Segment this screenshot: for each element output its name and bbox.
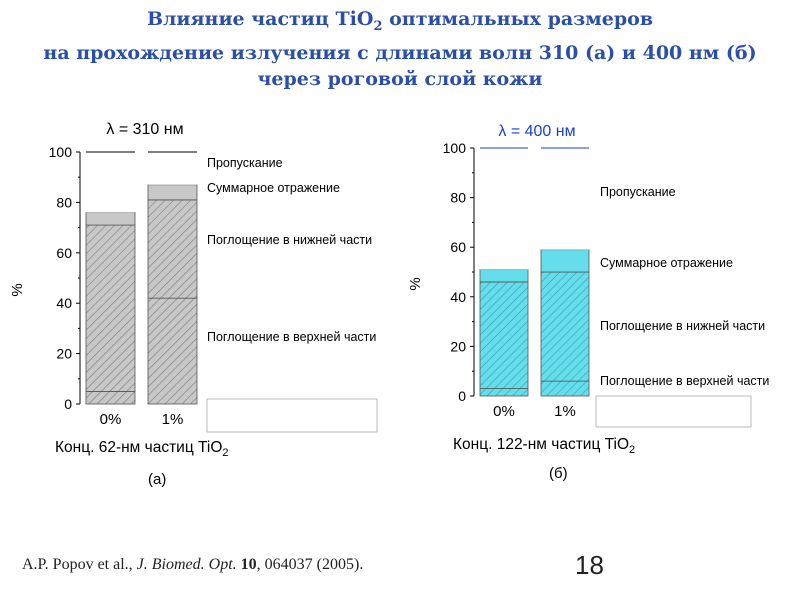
bar-segment (148, 152, 197, 185)
y-tick-label: 60 (56, 244, 72, 261)
bar-segment (148, 200, 197, 298)
bar-segment (480, 389, 528, 396)
chart-title: λ = 400 нм (498, 123, 576, 140)
bar-segment (148, 185, 197, 200)
y-tick-label: 80 (450, 189, 466, 206)
citation-authors: A.P. Popov et al., (22, 556, 137, 573)
legend-entry: Суммарное отражение (207, 181, 340, 195)
title-line-1-prefix: Влияние частиц TiO (146, 8, 374, 30)
legend-entry: Поглощение в верхней части (600, 374, 770, 388)
category-label: 1% (554, 403, 576, 420)
citation-journal: J. Biomed. Opt. (136, 556, 237, 573)
legend-entry: Пропускание (600, 185, 676, 199)
bar-segment (480, 270, 528, 282)
chart-a (9, 121, 377, 488)
chart-b (407, 123, 769, 482)
title-line-1-suffix: оптимальных размеров (382, 8, 654, 30)
bar-segment (86, 152, 135, 212)
x-axis-label (55, 439, 229, 459)
bar-segment (86, 225, 135, 391)
y-tick-label: 0 (458, 388, 466, 404)
bar-segment (148, 298, 197, 404)
y-tick-label: 60 (450, 239, 466, 256)
title-line-2: на прохождение излучения с длинами волн 310 (а) и 400 нм (б) (43, 41, 757, 64)
panel-label: (б) (549, 465, 568, 482)
bar-segment (541, 148, 589, 250)
category-label: 0% (99, 411, 122, 428)
legend-entry: Пропускание (207, 156, 283, 170)
title-line-1-subscript: 2 (373, 18, 383, 34)
legend-entry: Суммарное отражение (600, 256, 733, 270)
y-tick-label: 40 (56, 295, 72, 312)
bar-segment (480, 282, 528, 389)
legend-entry: Поглощение в верхней части (207, 330, 377, 344)
y-tick-label: 80 (56, 194, 72, 211)
legend-footer-box (596, 396, 751, 427)
panel-label: (а) (148, 471, 167, 488)
bar-segment (541, 272, 589, 381)
y-tick-label: 20 (56, 345, 72, 362)
bar-segment (86, 391, 135, 404)
legend-entry: Поглощение в нижней части (207, 233, 373, 247)
bar-segment (541, 381, 589, 396)
category-label: 1% (161, 411, 184, 428)
chart-title: λ = 310 нм (106, 121, 184, 138)
y-tick-label: 100 (442, 140, 466, 156)
category-label: 0% (493, 403, 515, 420)
x-axis-label-subscript: 2 (629, 444, 636, 456)
bar-segment (480, 148, 528, 270)
y-tick-label: 100 (48, 144, 72, 160)
x-axis-label (453, 436, 635, 456)
page-number: 18 (575, 550, 604, 580)
y-tick-label: 0 (64, 396, 72, 412)
y-tick-label: 40 (450, 288, 466, 305)
x-axis-label-subscript: 2 (222, 447, 229, 459)
citation-rest: , 064037 (2005). (256, 556, 364, 573)
x-axis-label-text: Конц. 62-нм частиц TiO (55, 439, 223, 456)
bar-segment (541, 250, 589, 272)
citation-volume: 10 (240, 556, 257, 573)
x-axis-label-text: Конц. 122-нм частиц TiO (453, 436, 630, 453)
legend-footer-box (207, 399, 377, 432)
y-axis-label: % (9, 283, 26, 297)
bar-segment (86, 212, 135, 225)
y-axis-label: % (407, 277, 424, 291)
title-line-3: через роговой слой кожи (257, 67, 543, 90)
y-tick-label: 20 (450, 338, 466, 355)
citation (22, 556, 363, 574)
legend-entry: Поглощение в нижней части (600, 319, 766, 333)
